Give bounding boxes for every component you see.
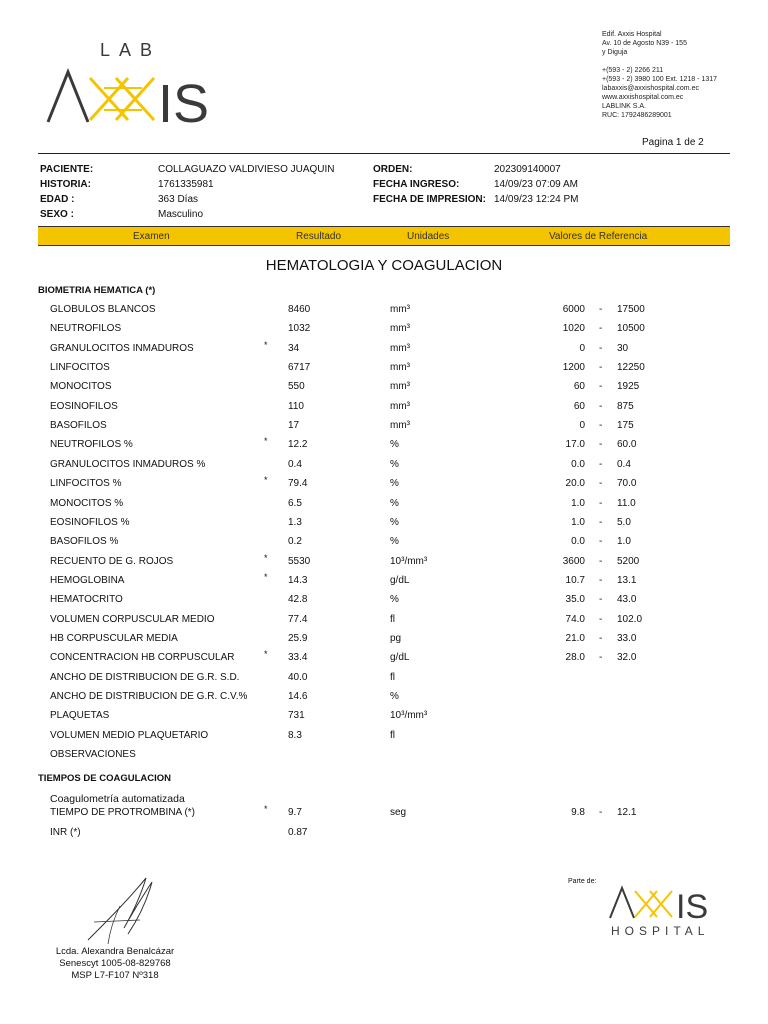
lab-address [602,30,762,120]
hospital-word: HOSPITAL [611,924,710,938]
reference-max: 60.0 [617,439,637,451]
reference-min: 60 [573,400,585,412]
result-unit: mm³ [390,323,410,335]
result-value: 6717 [288,362,311,374]
reference-dash: - [599,652,603,664]
orden-label: ORDEN: [373,164,413,175]
reference-max: 10500 [617,323,645,335]
col-referencia: Valores de Referencia [549,231,648,242]
signer-name: Lcda. Alexandra Benalcázar [55,946,175,957]
result-unit: g/dL [390,652,410,664]
signer-msp: MSP L7-F107 Nº318 [71,970,159,981]
fecha-impresion-value: 14/09/23 12:24 PM [494,194,579,205]
reference-dash: - [599,400,603,412]
result-value: 550 [288,381,305,393]
reference-dash: - [599,381,603,393]
reference-max: 11.0 [617,497,636,509]
result-name: OBSERVACIONES [50,749,136,761]
result-row [0,672,768,691]
result-value: 42.8 [288,594,308,606]
reference-dash: - [599,594,603,606]
reference-max: 12250 [617,362,645,374]
result-name: EOSINOFILOS % [50,516,130,528]
result-unit: % [390,497,399,509]
edad-value: 363 Días [158,194,199,205]
reference-min: 21.0 [565,632,585,644]
result-name: BASOFILOS [50,420,107,432]
result-unit: % [390,536,399,548]
result-name: ANCHO DE DISTRIBUCION DE G.R. S.D. [50,671,240,683]
result-value: 34 [288,342,300,354]
result-row [0,633,768,652]
result-name: GRANULOCITOS INMADUROS % [50,458,206,470]
result-name: HEMATOCRITO [50,594,123,606]
reference-min: 6000 [562,304,585,315]
svg-text:IS: IS [158,74,210,126]
result-name: ANCHO DE DISTRIBUCION DE G.R. C.V.% [50,691,248,702]
result-row [0,436,768,458]
result-name: CONCENTRACION HB CORPUSCULAR [50,652,235,664]
reference-min: 0.0 [571,536,585,548]
reference-min: 28.0 [565,652,585,664]
result-row [0,594,768,613]
reference-max: 175 [617,420,634,432]
coagulacion-method: Coagulometría automatizada [50,793,185,805]
result-row [0,730,768,749]
signer-block [40,946,190,982]
address-line: labaxxis@axxishospital.com.ec [602,85,699,92]
result-value: 110 [288,400,304,412]
reference-max: 0.4 [617,458,631,470]
result-row [0,459,768,478]
result-flag: * [264,339,268,350]
reference-max: 5.0 [617,516,631,528]
edad-label: EDAD : [40,194,75,205]
fecha-impresion-label: FECHA DE IMPRESION: [373,194,486,205]
result-name: PLAQUETAS [50,710,110,722]
reference-max: 13.1 [617,574,637,586]
reference-dash: - [599,807,603,818]
reference-min: 35.0 [565,594,585,606]
result-value: 40.0 [288,671,308,683]
reference-min: 60 [573,381,585,393]
result-flag: * [264,649,268,660]
result-value: 9.7 [288,807,302,818]
result-value: 0.87 [288,827,308,838]
result-name: RECUENTO DE G. ROJOS [50,555,174,567]
result-unit: fl [390,671,395,683]
sexo-label: SEXO : [40,209,74,220]
sexo-value: Masculino [158,209,204,220]
result-unit: % [390,594,399,606]
address-line: Edif. Axxis Hospital [602,31,662,38]
result-unit: mm³ [390,342,410,354]
address-line: www.axxishospital.com.ec [602,94,684,101]
reference-min: 74.0 [565,613,585,625]
result-row [0,614,768,633]
result-value: 33.4 [288,652,308,664]
reference-min: 1.0 [571,516,585,528]
reference-dash: - [599,478,603,490]
axxis-hospital-mark [608,882,718,922]
reference-max: 43.0 [617,594,637,606]
result-flag: * [264,436,268,447]
reference-dash: - [599,439,603,451]
reference-min: 1.0 [571,497,585,509]
reference-min: 10.7 [565,574,585,586]
reference-max: 70.0 [617,478,637,490]
result-name: VOLUMEN MEDIO PLAQUETARIO [50,729,209,741]
result-name: GLOBULOS BLANCOS [50,304,156,315]
reference-min: 0 [579,420,585,432]
result-row [0,381,768,400]
result-flag: * [264,475,268,486]
result-unit: % [390,458,399,470]
reference-dash: - [599,497,603,509]
result-name: NEUTROFILOS % [50,439,133,451]
result-unit: mm³ [390,304,410,315]
reference-min: 20.0 [565,478,585,490]
result-row [0,420,768,439]
result-name: MONOCITOS [50,381,112,393]
result-unit: 10³/mm³ [390,710,428,722]
reference-dash: - [599,342,603,354]
address-line: y Diguja [602,49,628,56]
result-row [0,323,768,342]
result-value: 77.4 [288,613,308,625]
result-row [0,362,768,381]
reference-max: 17500 [617,304,645,315]
axxis-hospital-logo [608,882,728,942]
result-value: 0.2 [288,536,302,548]
paciente-value: COLLAGUAZO VALDIVIESO JUAQUIN [158,164,335,175]
result-unit: 10³/mm³ [390,555,428,567]
result-name: HEMOGLOBINA [50,574,125,586]
result-unit: fl [390,613,395,625]
reference-max: 12.1 [617,807,637,818]
fecha-ingreso-value: 14/09/23 07:09 AM [494,179,578,190]
reference-max: 5200 [617,555,640,567]
reference-min: 17.0 [565,439,585,451]
result-value: 1.3 [288,516,302,528]
reference-max: 875 [617,400,634,412]
reference-dash: - [599,458,603,470]
result-name: MONOCITOS % [50,497,124,509]
result-value: 12.2 [288,439,308,451]
lab-logo [36,28,236,133]
result-unit: fl [390,729,395,741]
result-row [0,517,768,536]
result-unit: seg [390,807,407,818]
result-value: 8460 [288,304,311,315]
address-line: LABLINK S.A. [602,103,646,110]
address-line: +(593 - 2) 2266 211 [602,67,664,74]
result-name: GRANULOCITOS INMADUROS [50,342,194,354]
reference-min: 3600 [562,555,585,567]
reference-dash: - [599,516,603,528]
result-flag: * [264,571,268,582]
reference-min: 0 [579,342,585,354]
results-table-header [38,226,730,246]
result-row [0,552,768,575]
reference-min: 1020 [562,323,585,335]
result-unit: mm³ [390,420,410,432]
result-unit: pg [390,632,402,644]
reference-max: 33.0 [617,632,637,644]
reference-dash: - [599,323,603,335]
result-unit: % [390,516,399,528]
address-line: Av. 10 de Agosto N39 - 155 [602,40,687,47]
reference-max: 102.0 [617,613,643,625]
result-unit: % [390,691,399,702]
result-value: 17 [288,420,300,432]
address-line: RUC: 1792486289001 [602,112,672,119]
result-row [0,749,768,768]
col-resultado: Resultado [296,231,342,242]
result-name: NEUTROFILOS [50,323,122,335]
result-row [0,339,768,362]
page-number: Pagina 1 de 2 [642,137,704,148]
result-value: 0.4 [288,458,302,470]
result-row [0,536,768,555]
col-unidades: Unidades [407,231,450,242]
result-name: VOLUMEN CORPUSCULAR MEDIO [50,613,215,625]
reference-dash: - [599,362,603,374]
result-value: 1032 [288,323,311,335]
result-flag: * [264,552,268,563]
historia-label: HISTORIA: [40,179,91,190]
result-value: 8.3 [288,729,302,741]
result-row [0,827,768,846]
parte-de-label: Parte de: [568,878,597,885]
reference-dash: - [599,420,603,432]
result-row [0,710,768,729]
result-name: LINFOCITOS % [50,478,122,490]
reference-dash: - [599,613,603,625]
reference-max: 30 [617,342,629,354]
header-divider [38,153,730,154]
result-unit: mm³ [390,362,410,374]
reference-min: 1200 [562,362,585,374]
result-name: BASOFILOS % [50,536,119,548]
result-unit: g/dL [390,574,410,586]
handwritten-signature [48,870,188,950]
orden-value: 202309140007 [494,164,561,175]
axxis-logo-mark [46,64,231,126]
result-name: HB CORPUSCULAR MEDIA [50,632,178,644]
result-row [0,691,768,710]
lab-word: LAB [100,40,162,60]
result-row [0,571,768,594]
reference-min: 9.8 [571,807,585,818]
reference-dash: - [599,536,603,548]
result-unit: mm³ [390,400,410,412]
result-row [0,649,768,671]
fecha-ingreso-label: FECHA INGRESO: [373,179,460,190]
reference-dash: - [599,632,603,644]
result-unit: mm³ [390,381,410,393]
result-value: 5530 [288,555,311,567]
result-row [0,475,768,497]
result-row [0,401,768,420]
historia-value: 1761335981 [158,179,214,190]
result-value: 14.6 [288,691,308,702]
section-title: HEMATOLOGIA Y COAGULACION [265,257,503,274]
reference-max: 1925 [617,381,640,393]
result-value: 731 [288,710,305,722]
reference-max: 32.0 [617,652,637,664]
reference-min: 0.0 [571,458,585,470]
reference-dash: - [599,555,603,567]
result-value: 14.3 [288,574,308,586]
address-line: +(593 - 2) 3980 100 Ext. 1218 - 1317 [602,76,717,83]
svg-text:IS: IS [676,888,709,922]
result-value: 6.5 [288,497,302,509]
result-unit: % [390,478,399,490]
result-name: INR (*) [50,827,81,838]
reference-dash: - [599,304,603,315]
result-row [0,498,768,517]
result-unit: % [390,439,399,451]
col-examen: Examen [133,231,170,242]
result-name: LINFOCITOS [50,362,110,374]
coagulacion-title: TIEMPOS DE COAGULACION [38,773,172,784]
biometria-title: BIOMETRIA HEMATICA (*) [38,285,156,296]
paciente-label: PACIENTE: [40,164,94,175]
signer-senescyt: Senescyt 1005-08-829768 [59,958,171,969]
result-row [0,804,768,826]
result-value: 25.9 [288,632,308,644]
result-row [0,304,768,323]
result-name: TIEMPO DE PROTROMBINA (*) [50,807,196,818]
reference-max: 1.0 [617,536,631,548]
result-value: 79.4 [288,478,308,490]
reference-dash: - [599,574,603,586]
result-name: EOSINOFILOS [50,400,118,412]
address-line [602,57,762,66]
result-flag: * [264,804,268,814]
